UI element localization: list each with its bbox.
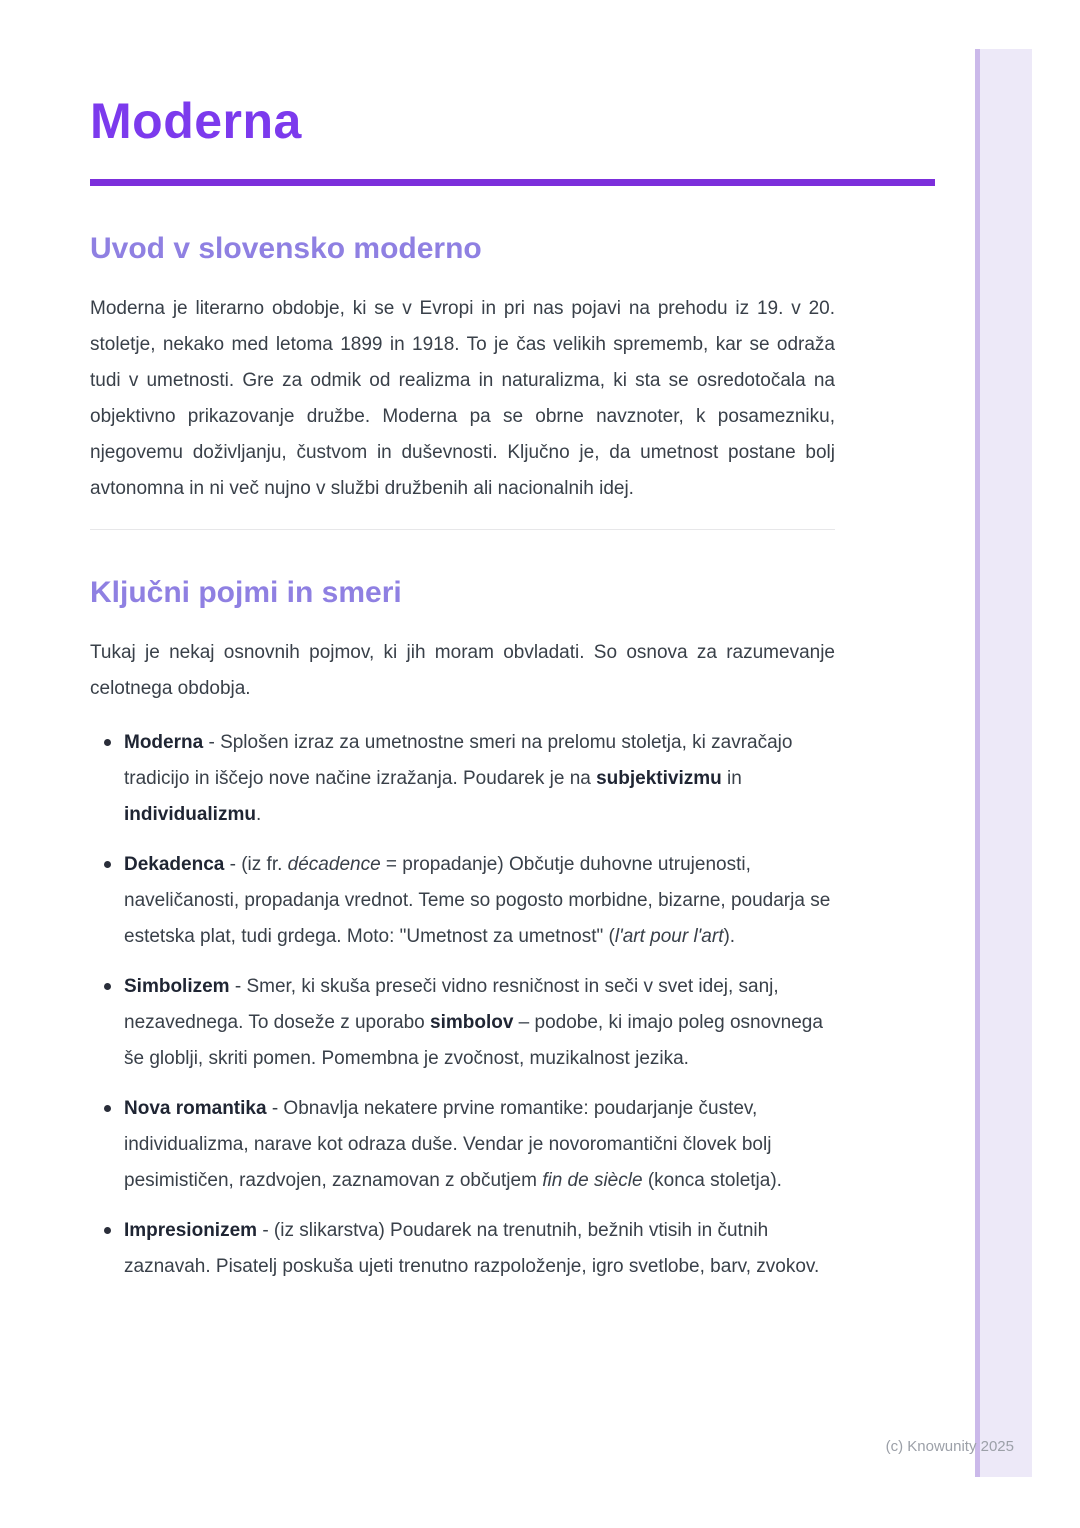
document-content <box>90 0 835 1299</box>
list-item-simbolizem: Simbolizem - Smer, ki skuša preseči vidno resničnost in seči v svet idej, sanj, nezavednega. To doseže z uporabo simbolov – podobe, ki imajo poleg osnovnega še globlji, skriti pomen. Pomembna je zvočnost, muzikalnost jezika. <box>124 969 835 1077</box>
concepts-intro-paragraph: Tukaj je nekaj osnovnih pojmov, ki jih moram obvladati. So osnova za razumevanje celotnega obdobja. <box>90 642 835 699</box>
copyright-credit: (c) Knowunity 2025 <box>885 1438 1014 1455</box>
decorative-side-stripe <box>975 49 1032 1477</box>
concept-list <box>90 725 835 1285</box>
section-divider <box>90 529 835 530</box>
section-heading-pojmi: Ključni pojmi in smeri <box>90 576 402 609</box>
intro-paragraph: Moderna je literarno obdobje, ki se v Evropi in pri nas pojavi na prehodu iz 19. v 20. stoletje, nekako med letoma 1899 in 1918. To je čas velikih sprememb, kar se odraža tudi v umetnosti. Gre za odmik od realizma in naturalizma, ki sta se osredotočala na objektivno prikazovanje družbe. Moderna pa se obrne navznoter, k posamezniku, njegovemu doživljanju, čustvom in duševnosti. Ključno je, da umetnost postane bolj avtonomna in ni več nujno v službi družbenih ali nacionalnih idej. <box>90 298 835 499</box>
page-title: Moderna <box>90 93 302 149</box>
list-item-moderna: Moderna - Splošen izraz za umetnostne smeri na prelomu stoletja, ki zavračajo tradicijo in iščejo nove načine izražanja. Poudarek je na subjektivizmu in individualizmu. <box>124 725 835 833</box>
section-heading-uvod: Uvod v slovensko moderno <box>90 232 482 265</box>
list-item-dekadenca: Dekadenca - (iz fr. décadence = propadanje) Občutje duhovne utrujenosti, naveličanosti, propadanja vrednot. Teme so pogosto morbidne, bizarne, poudarja se estetska plat, tudi grdega. Moto: "Umetnost za umetnost" (l'art pour l'art). <box>124 847 835 955</box>
list-item-nova-romantika: Nova romantika - Obnavlja nekatere prvine romantike: poudarjanje čustev, individualizma, narave kot odraza duše. Vendar je novoromantični človek bolj pesimističen, razdvojen, zaznamovan z občutjem fin de siècle (konca stoletja). <box>124 1091 835 1199</box>
list-item-impresionizem: Impresionizem - (iz slikarstva) Poudarek na trenutnih, bežnih vtisih in čutnih zaznavah. Pisatelj poskuša ujeti trenutno razpoloženje, igro svetlobe, barv, zvokov. <box>124 1213 835 1285</box>
title-underline-rule <box>90 179 935 186</box>
